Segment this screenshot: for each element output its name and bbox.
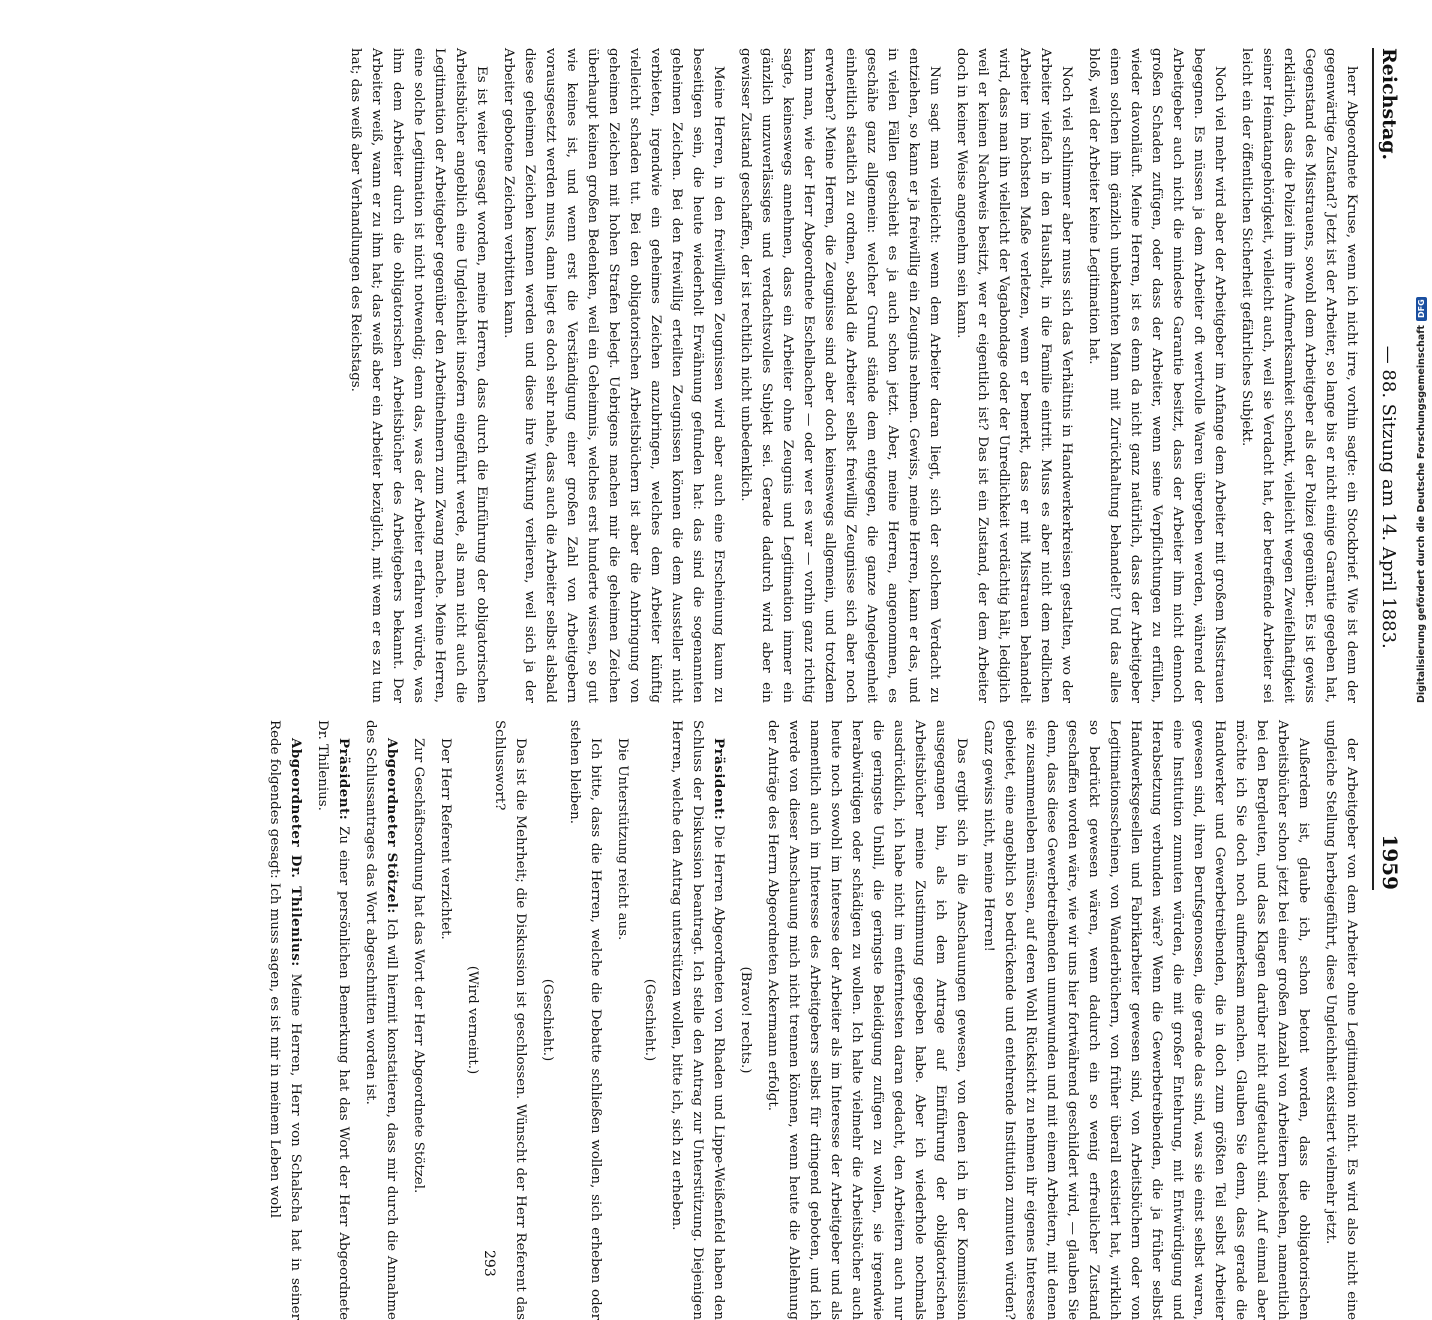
speech-text: Zu einer persönlichen Bemerkung hat das Wort der Herr Abgeordnete Dr. Thilenius. (315, 720, 351, 1320)
speaker-name: Abgeordneter Stötzel: (384, 738, 400, 914)
paragraph: Die Unterstützung reicht aus. (615, 738, 630, 941)
paragraph: Außerdem ist, glaube ich, schon betont worden, dass die obligatorischen Arbeitsbücher schon jetzt bei einer großen Anzahl von Arbeitern bestehen, namentlich bei den Bergleuten, und dass Klagen darüber nicht aufgetaucht sind. Auf einmal aber möchte ich Sie doch noch aufmerksam machen. Glauben Sie denn, dass gerade die Handwerker und Gewerbetreibenden, die in doch zum größten Teil selbst Arbeiter gewesen sind, ihren Berufsgenossen, die gerade das sind, was sie einst selbst waren, eine Institution zumuten würden, die mit großer Entehrung, mit Entwürdigung und Herabsetzung verbunden wäre? Wenn die Gewerbetreibenden, die ja früher selbst Handwerksgesellen und Fabrikarbeiter gewesen sind, von Arbeitsbüchern oder von Legitimationsscheinen, von Wanderbüchern, von früher überall existiert hat, wirklich so bedrückt gewesen wären, wenn dadurch ein so wenig erfreulicher Zustand geschaffen worden wäre, wie wir uns hier fortwährend geschildert wird, — glauben Sie denn, dass diese Gewerbetreibenden unumwunden und mit einem Arbeitern, mit denen sie zusammenleben müssen, auf deren Wohl Rücksicht zu nehmen ihr eigenes Interesse gebietet, eine angeblich so bedrückende und entehrende Institution zumuten würden? Ganz gewiss nicht, meine Herren! (981, 720, 1311, 1320)
paragraph: Meine Herren, in den freiwilligen Zeugnissen wird aber auch eine Erscheinung kaum zu beseitigen sein, die heute wiederholt Erwähnung gefunden hat: das sind die sogenannten geheimen Zeichen. Bei den freiwillig erteilten Zeugnissen können die dem Aussteller nicht verbieten, irgendwie ein geheimes Zeichen anzubringen, welches dem Arbeiter künftig vielleicht schaden tut. Bei den obligatorischen Arbeitsbüchern ist aber die Anbringung von geheimen Zeichen mit hohen Strafen belegt. Uebrigens machen mir die geheimen Zeichen überhaupt keinen großen Bedenken, weil ein Geheimnis, welches erst hunderte wissen, so gut wie keines ist, und wenn erst die Verständigung einer großen Zahl von Arbeitgebern vorausgesetzt werden muss, dann liegt es doch sehr nahe, dass auch die Arbeiter selbst alsbald diese geheimen Zeichen kennen werden und diese ihre Wirkung verlieren, weil sich ja der Arbeiter gebotene Zeichen verbitten kann. (501, 48, 726, 703)
speech-paragraph (312, 720, 354, 1320)
sheet-signature: 293 (481, 1250, 497, 1277)
speech-text: Die Herren Abgeordneten von Rhaden und Lippe-Weißenfeld haben den Schluss der Diskussion beantragt. Ich stelle den Antrag zur Unterstützung. Diejenigen Herren, welche den Antrag unterstützen wollen, bitte ich, sich zu erheben. (669, 720, 726, 1320)
paragraph: Noch viel mehr wird aber der Arbeitgeber im Anfange dem Arbeiter mit großem Misstrauen begegnen. Es müssen ja dem Arbeiter oft wertvolle Waren übergeben werden, während der Arbeitgeber auch nicht die mindeste Garantie besitzt, dass der Arbeiter ihm nicht dennoch großen Schaden zufügen, oder dass der Arbeiter, wenn seine Verpflichtungen zu erfüllen, wieder davonläuft. Meine Herren, ist es denn da nicht ganz natürlich, dass der Arbeitgeber einen solchen ihm gänzlich unbekannten Mann mit Zurückhaltung behandelt? Und das alles bloß, weil der Arbeiter keine Legitimation hat. (1086, 48, 1227, 703)
speaker-name: Präsident: (336, 738, 352, 821)
header-session: — 88. Sitzung am 14. April 1883. (1378, 345, 1399, 649)
speech-paragraph (264, 720, 306, 1320)
header-title: Reichstag. (1378, 48, 1400, 161)
paragraph: der Arbeitgeber von dem Arbeiter ohne Legitimation nicht. Es wird also nicht eine ungleiche Stellung herbeigeführt, diese Ungleichheit existiert vielmehr jetzt. (1323, 720, 1359, 1320)
paragraph: Ich bitte, dass die Herren, welche die Debatte schließen wollen, sich erheben oder stehen bleiben. (567, 720, 603, 1320)
header-rule (1372, 48, 1374, 890)
credit-text: Digitalisierung gefördert durch die Deutsche Forschungsgemeinschaft (1416, 325, 1427, 704)
stage-direction: (Geschieht.) (642, 978, 657, 1062)
paragraph: Nun sagt man vielleicht: wenn dem Arbeiter daran liegt, sich der solchem Verdacht zu entziehen, so kann er ja freiwillig ein Zeugnis nehmen. Gewiss, meine Herren, kann er das, und in vielen Fällen geschieht es ja auch schon jetzt. Aber, meine Herren, angenommen, es geschähe ganz allgemein: welcher Grund stände dem entgegen, die ganze Angelegenheit einheitlich staatlich zu ordnen, sobald die Arbeiter selbst freiwillig Zeugnisse sich aber noch erwerben? Meine Herren, die Zeugnisse sind aber doch keineswegs allgemein, und trotzdem kann man, wie der Herr Abgeordnete Eschelbacher — oder wer es war — vorhin ganz richtig sagte, keineswegs annehmen, dass ein Arbeiter ohne Zeugnis und Legitimation immer ein gänzlich unzuverlässiges und verdachtsvolles Subjekt sei. Gerade dadurch wird aber ein gewisser Zustand geschaffen, der ist rechtlich nicht unbedenklich. (738, 48, 942, 703)
paragraph: Es ist weiter gesagt worden, meine Herren, dass durch die Einführung der obligatorischen Arbeitsbücher angeblich eine Ungleichheit insofern eingeführt werde, als man nicht auch die Legitimation der Arbeitgeber gegenüber den Arbeitnehmern zum Zwang mache. Meine Herren, eine solche Legitimation ist nicht notwendig; denn das, was der Arbeiter erfahren würde, was ihm dem Arbeiter durch die obligatorischen Arbeitsbücher des Arbeitgebers bekannt. Der Arbeiter weiß, wann er zu ihm hat; das weiß aber ein Arbeiter bezüglich, mit wem er es zu tun hat; das weiß aber Verhandlungen des Reichstags. (348, 48, 489, 703)
paragraph: herr Abgeordnete Kruse, wenn ich nicht irre, vorhin sagte: ein Stockbrief. Wie ist denn der gegenwärtige Zustand? Jetzt ist der Arbeiter, so lange bis er nicht einige Garantie gegeben hat, Gegenstand des Misstrauens, sowohl dem Arbeitgeber als der Polizei gegenüber. Es ist gewiss erklärlich, dass die Polizei ihm ihre Aufmerksamkeit schenkt, vielleicht wegen Zweifelhaftigkeit seiner Heimatangehörigkeit, vielleicht auch, weil sie Verdacht hat, der betreffende Arbeiter sei leicht ein der öffentlichen Sicherheit gefährliches Subjekt. (1239, 48, 1359, 703)
speech-text: Ich will hiermit konstatieren, dass mir durch die Annahme des Schlussantrages das Wort abgeschnitten worden ist. (363, 720, 399, 1320)
speech-paragraph (360, 720, 402, 1320)
speaker-name: Abgeordneter Dr. Thilenius: (288, 738, 304, 967)
paragraph: Das ergibt sich in die Anschauungen gewesen, von denen ich in der Kommission ausgegangen bin, als ich dem Antrage auf Einführung der obligatorischen Arbeitsbücher meine Zustimmung gegeben habe. Aber ich wiederhole nochmals ausdrücklich, ich habe nicht im entferntesten daran gedacht, den Arbeitern auch nur die geringste Unbill, die geringste Beleidigung zufügen zu wollen, sie irgendwie herabwürdigen oder schädigen zu wollen. Ich halte vielmehr die Arbeitsbücher auch heute noch sowohl im Interesse der Arbeiter als im Interesse der Arbeitgeber und als namentlich auch im Interesse des Arbeitgebers selbst für dringend geboten, und ich werde von dieser Anschauung mich nicht trennen können, wenn heute die Ablehnung der Anträge des Herrn Abgeordneten Ackermann erfolgt. (765, 720, 969, 1320)
speaker-name: Präsident: (711, 738, 727, 821)
stage-direction: (Wird verneint.) (465, 965, 480, 1075)
paragraph: Das ist die Mehrheit; die Diskussion ist geschlossen. Wünscht der Herr Referent das Schlusswort? (492, 720, 528, 1320)
left-column (348, 48, 1362, 703)
speech-paragraph (666, 720, 729, 1320)
paragraph: Noch viel schlimmer aber muss sich das Verhältnis in Handwerkerkreisen gestalten, wo der Arbeiter vielfach in den Haushalt, in die Familie eintritt. Muss es aber nicht dem redlichen Arbeiter im höchsten Maße verletzen, wenn er bemerkt, dass er mit Misstrauen behandelt wird, dass man ihn vielleicht der Vagabondage oder der Unredlichkeit verdächtig hält, lediglich weil er keinen Nachweis besitzt, wer er eigentlich ist? Das ist ein Zustand, der dem Arbeiter doch in keiner Weise angenehm sein kann. (954, 48, 1074, 703)
page-number: 1959 (1378, 834, 1402, 890)
speech-text: Meine Herren, Herr von Schalscha hat in seiner Rede folgendes gesagt: Ich muss sagen, es ist mir in meinem Leben wohl (267, 720, 303, 1320)
digitization-credit (1416, 20, 1427, 980)
page-header (1378, 48, 1408, 890)
stage-direction: (Bravo! rechts.) (738, 966, 753, 1074)
dfg-logo-icon: DFG (1416, 297, 1427, 322)
paragraph: Der Herr Referent verzichtet. (438, 738, 453, 940)
paragraph: Zur Geschäftsordnung hat das Wort der Herr Abgeordnete Stötzel. (411, 738, 426, 1194)
stage-direction: (Geschieht.) (540, 978, 555, 1062)
